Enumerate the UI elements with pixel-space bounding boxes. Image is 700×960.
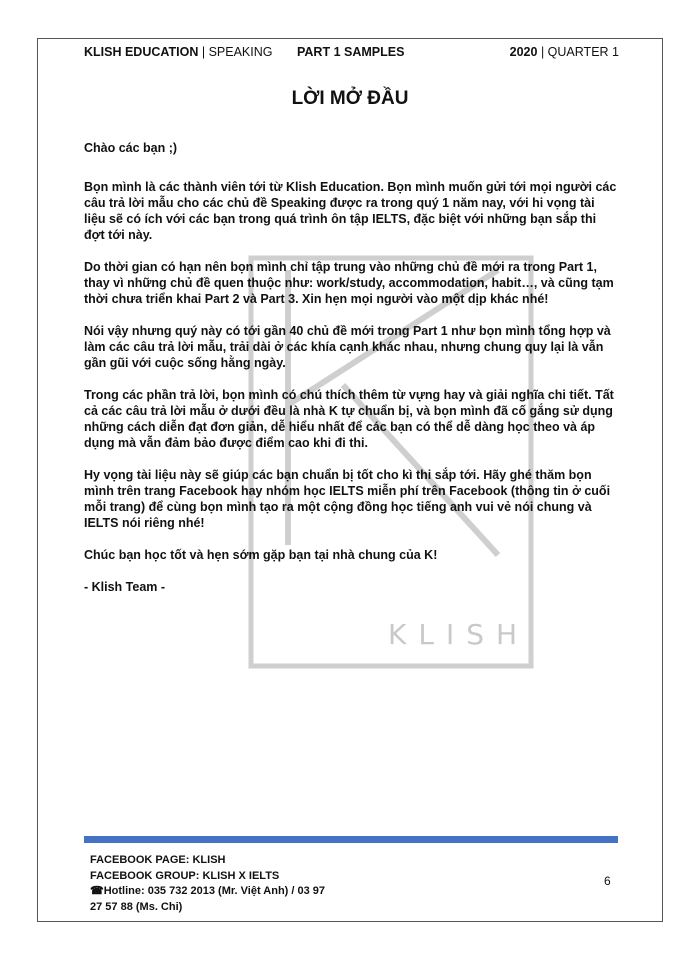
header-brand-section — [84, 45, 272, 59]
phone-icon: ☎ — [90, 885, 104, 897]
page-title: LỜI MỞ ĐẦU — [291, 88, 409, 109]
facebook-page: FACEBOOK PAGE: KLISH — [90, 854, 226, 866]
header-brand: KLISH EDUCATION — [84, 45, 199, 59]
hotline — [90, 884, 325, 900]
intro-content — [84, 140, 619, 611]
watermark-text: KLISH — [388, 618, 530, 651]
paragraph-scope: Do thời gian có hạn nên bọn mình chỉ tập trung vào những chủ đề mới ra trong Part 1, thay vì những chủ đề quen thuộc như: work/study, accommodation, habit…, và cũng tạm thời chưa triển khai Part 2 và Part 3. Xin hẹn mọi người vào một dịp khác nhé! — [84, 260, 614, 306]
header-separator: | — [198, 45, 209, 59]
header-separator-2: | — [537, 45, 548, 59]
signature: - Klish Team - — [84, 580, 166, 594]
header-section: SPEAKING — [208, 45, 273, 59]
hotline-line-2: 27 57 88 (Ms. Chi) — [90, 900, 183, 913]
page-footer — [90, 853, 325, 915]
footer-bar — [84, 836, 618, 843]
header-year: 2020 — [509, 45, 538, 59]
header-date — [510, 45, 619, 59]
page-number: 6 — [604, 874, 611, 888]
header-part: PART 1 SAMPLES — [297, 45, 405, 59]
paragraph-topics: Nói vậy nhưng quý này có tới gần 40 chủ đề mới trong Part 1 như bọn mình tổng hợp và làm các câu trả lời mẫu, trải dài ở các khía cạnh khác nhau, nhưng chung quy lại là vẫn gần gũi với cuộc sống hằng ngày. — [84, 324, 611, 370]
greeting: Chào các bạn ;) — [84, 141, 178, 155]
header-quarter: QUARTER 1 — [547, 45, 619, 59]
paragraph-community: Hy vọng tài liệu này sẽ giúp các bạn chuẩn bị tốt cho kì thi sắp tới. Hãy ghé thăm bọn mình trên trang Facebook hay nhóm học IELTS miễn phí trên Facebook (thông tin ở cuối mỗi trang) để cùng bọn mình tạo ra một cộng đồng học tiếng anh vui vẻ nói chung và IELTS nói riêng nhé! — [84, 468, 611, 530]
hotline-line-1: Hotline: 035 732 2013 (Mr. Việt Anh) / 03 97 — [103, 885, 326, 897]
paragraph-wishes: Chúc bạn học tốt và hẹn sớm gặp bạn tại nhà chung của K! — [84, 548, 438, 562]
paragraph-intro: Bọn mình là các thành viên tới từ Klish Education. Bọn mình muốn gửi tới mọi người các câu trả lời mẫu cho các chủ đề Speaking được ra trong quý 1 năm nay, với hi vọng tài liệu sẽ có ích với các bạn trong quá trình ôn tập IELTS, đặc biệt với những bạn sắp thi đợt tới này. — [84, 180, 617, 242]
page-header — [84, 45, 619, 63]
facebook-group: FACEBOOK GROUP: KLISH X IELTS — [90, 869, 280, 882]
paragraph-answers: Trong các phần trả lời, bọn mình có chú thích thêm từ vựng hay và giải nghĩa chi tiết. Tất cả các câu trả lời mẫu ở dưới đều là nhà K tự chuẩn bị, và bọn mình đã cố gắng sử dụng những cách diễn đạt đơn giản, dễ hiểu nhất để các bạn có thể dễ dàng học theo và áp dụng mà vẫn đảm bảo được điểm cao khi đi thi. — [84, 388, 614, 450]
